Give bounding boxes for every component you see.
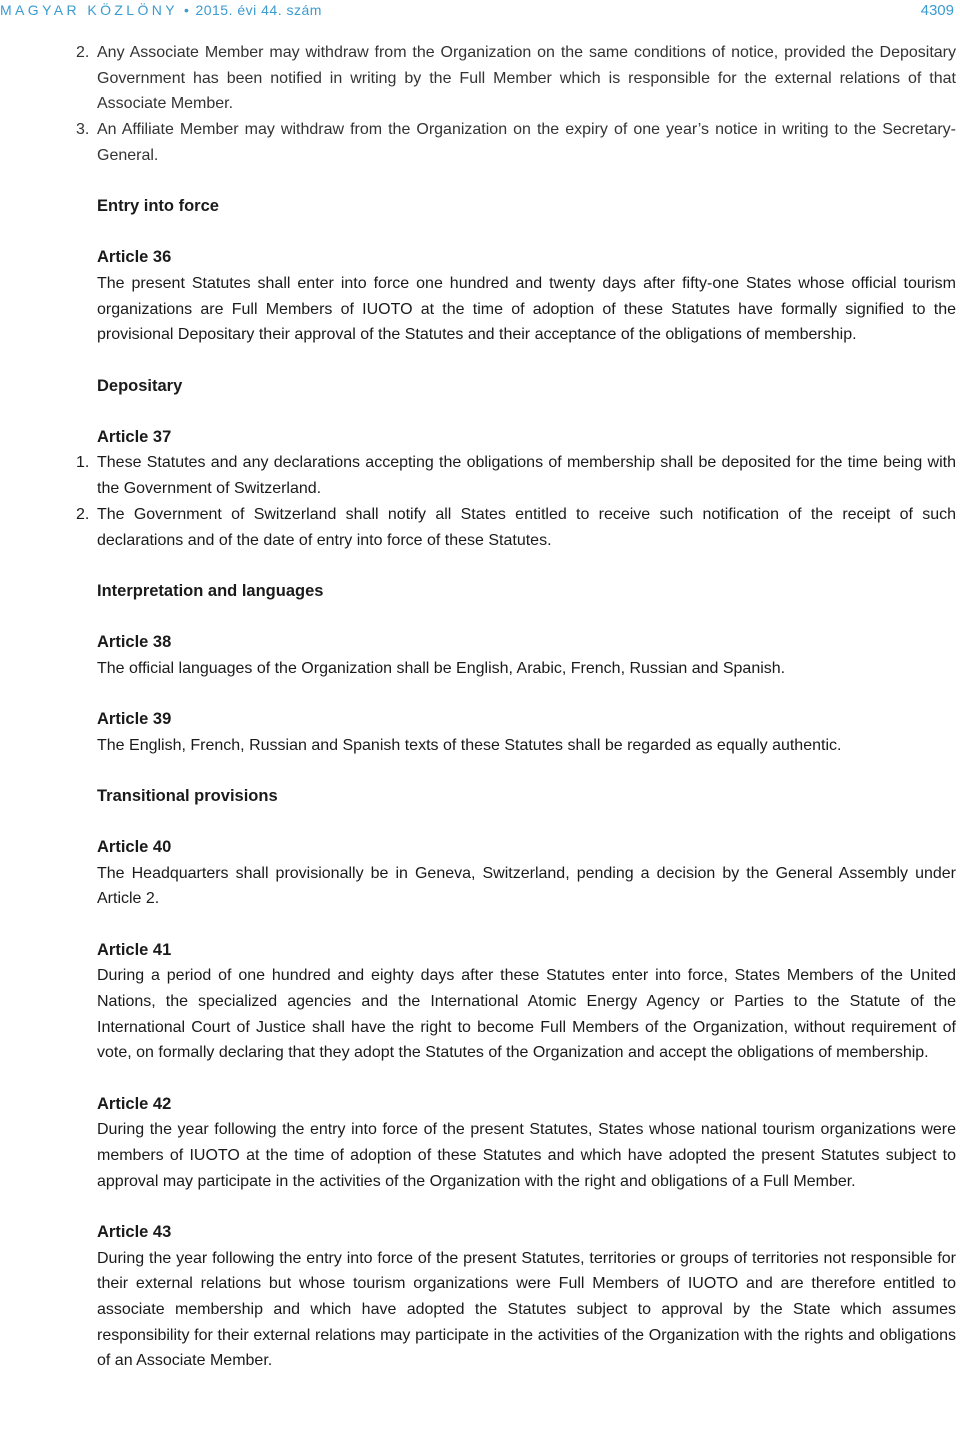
article-38-text: The official languages of the Organization shall be English, Arabic, French, Russian and Spanish. — [97, 659, 786, 677]
section-heading-depositary: Depositary — [97, 376, 183, 395]
item-number: 2. — [76, 505, 90, 523]
journal-title: MAGYAR KÖZLÖNY — [0, 2, 179, 18]
item-text: Any Associate Member may withdraw from the Organization on the same conditions of notice, provided the Depositary Government has been notified in writing by the Full Member which is responsible for the external relations of that Associate Member. — [97, 44, 956, 113]
article-38-title: Article 38 — [97, 632, 172, 651]
article-41-title: Article 41 — [97, 940, 172, 959]
article-39-text: The English, French, Russian and Spanish texts of these Statutes shall be regarded as equally authentic. — [97, 736, 842, 754]
item-text: The Government of Switzerland shall notify all States entitled to receive such notification of the receipt of such declarations and of the date of entry into force of these Statutes. — [97, 505, 956, 549]
article-42-text: During the year following the entry into force of the present Statutes, States whose national tourism organizations were members of IUOTO at the time of adoption of these Statutes and which have adopted the present Statutes subject to approval may participate in the activities of the Organization with the right and obligations of a Full Member. — [97, 1121, 956, 1190]
list-item — [0, 502, 956, 553]
issue-label: 2015. évi 44. szám — [195, 2, 322, 18]
list-item — [0, 40, 956, 117]
section-heading-entry-into-force: Entry into force — [97, 197, 219, 216]
list-item — [0, 450, 956, 501]
article-40-text: The Headquarters shall provisionally be in Geneva, Switzerland, pending a decision by the General Assembly under Article 2. — [97, 864, 956, 908]
header-separator: • — [184, 2, 190, 18]
article-43-title: Article 43 — [97, 1222, 172, 1241]
section-heading-interpretation: Interpretation and languages — [97, 581, 324, 600]
item-number: 3. — [76, 121, 90, 139]
article-41-text: During a period of one hundred and eighty days after these Statutes enter into force, States Members of the United Nations, the specialized agencies and the International Atomic Energy Agency or Parties to the Statute of the International Court of Justice shall have the right to become Full Members of the Organization, without requirement of vote, on formally declaring that they adopt the Statutes of the Organization and accept the obligations of membership. — [97, 967, 956, 1062]
item-text: These Statutes and any declarations accepting the obligations of membership shall be deposited for the time being with the Government of Switzerland. — [97, 454, 956, 498]
document-body — [0, 40, 960, 1374]
item-text: An Affiliate Member may withdraw from the Organization on the expiry of one year’s notice in writing to the Secretary-General. — [97, 121, 956, 164]
article-40-title: Article 40 — [97, 837, 172, 856]
list-item — [0, 117, 956, 168]
section-heading-transitional: Transitional provisions — [97, 786, 278, 805]
article-39-title: Article 39 — [97, 709, 172, 728]
article-43-text: During the year following the entry into force of the present Statutes, territories or groups of territories not responsible for their external relations but whose tourism organizations were Full Members of IUOTO and are therefore entitled to associate membership and which have adopted the Statutes subject to approval by the State which assumes responsibility for their external relations may participate in the activities of the Organization with the rights and obligations of an Associate Member. — [97, 1249, 956, 1370]
page-number: 4309 — [920, 2, 954, 19]
article-37-title: Article 37 — [97, 427, 172, 446]
item-number: 2. — [76, 44, 90, 61]
item-number: 1. — [76, 454, 90, 472]
running-header — [0, 2, 322, 18]
article-36-title: Article 36 — [97, 248, 172, 267]
withdrawal-items — [0, 40, 960, 169]
article-42-title: Article 42 — [97, 1094, 172, 1113]
article-36-text: The present Statutes shall enter into force one hundred and twenty days after fifty-one States whose official tourism organizations are Full Members of IUOTO at the time of adoption of these Statutes have formally signified to the provisional Depositary their approval of the Statutes and their acceptance of the obligations of membership. — [97, 274, 956, 344]
page-header — [0, 2, 960, 22]
